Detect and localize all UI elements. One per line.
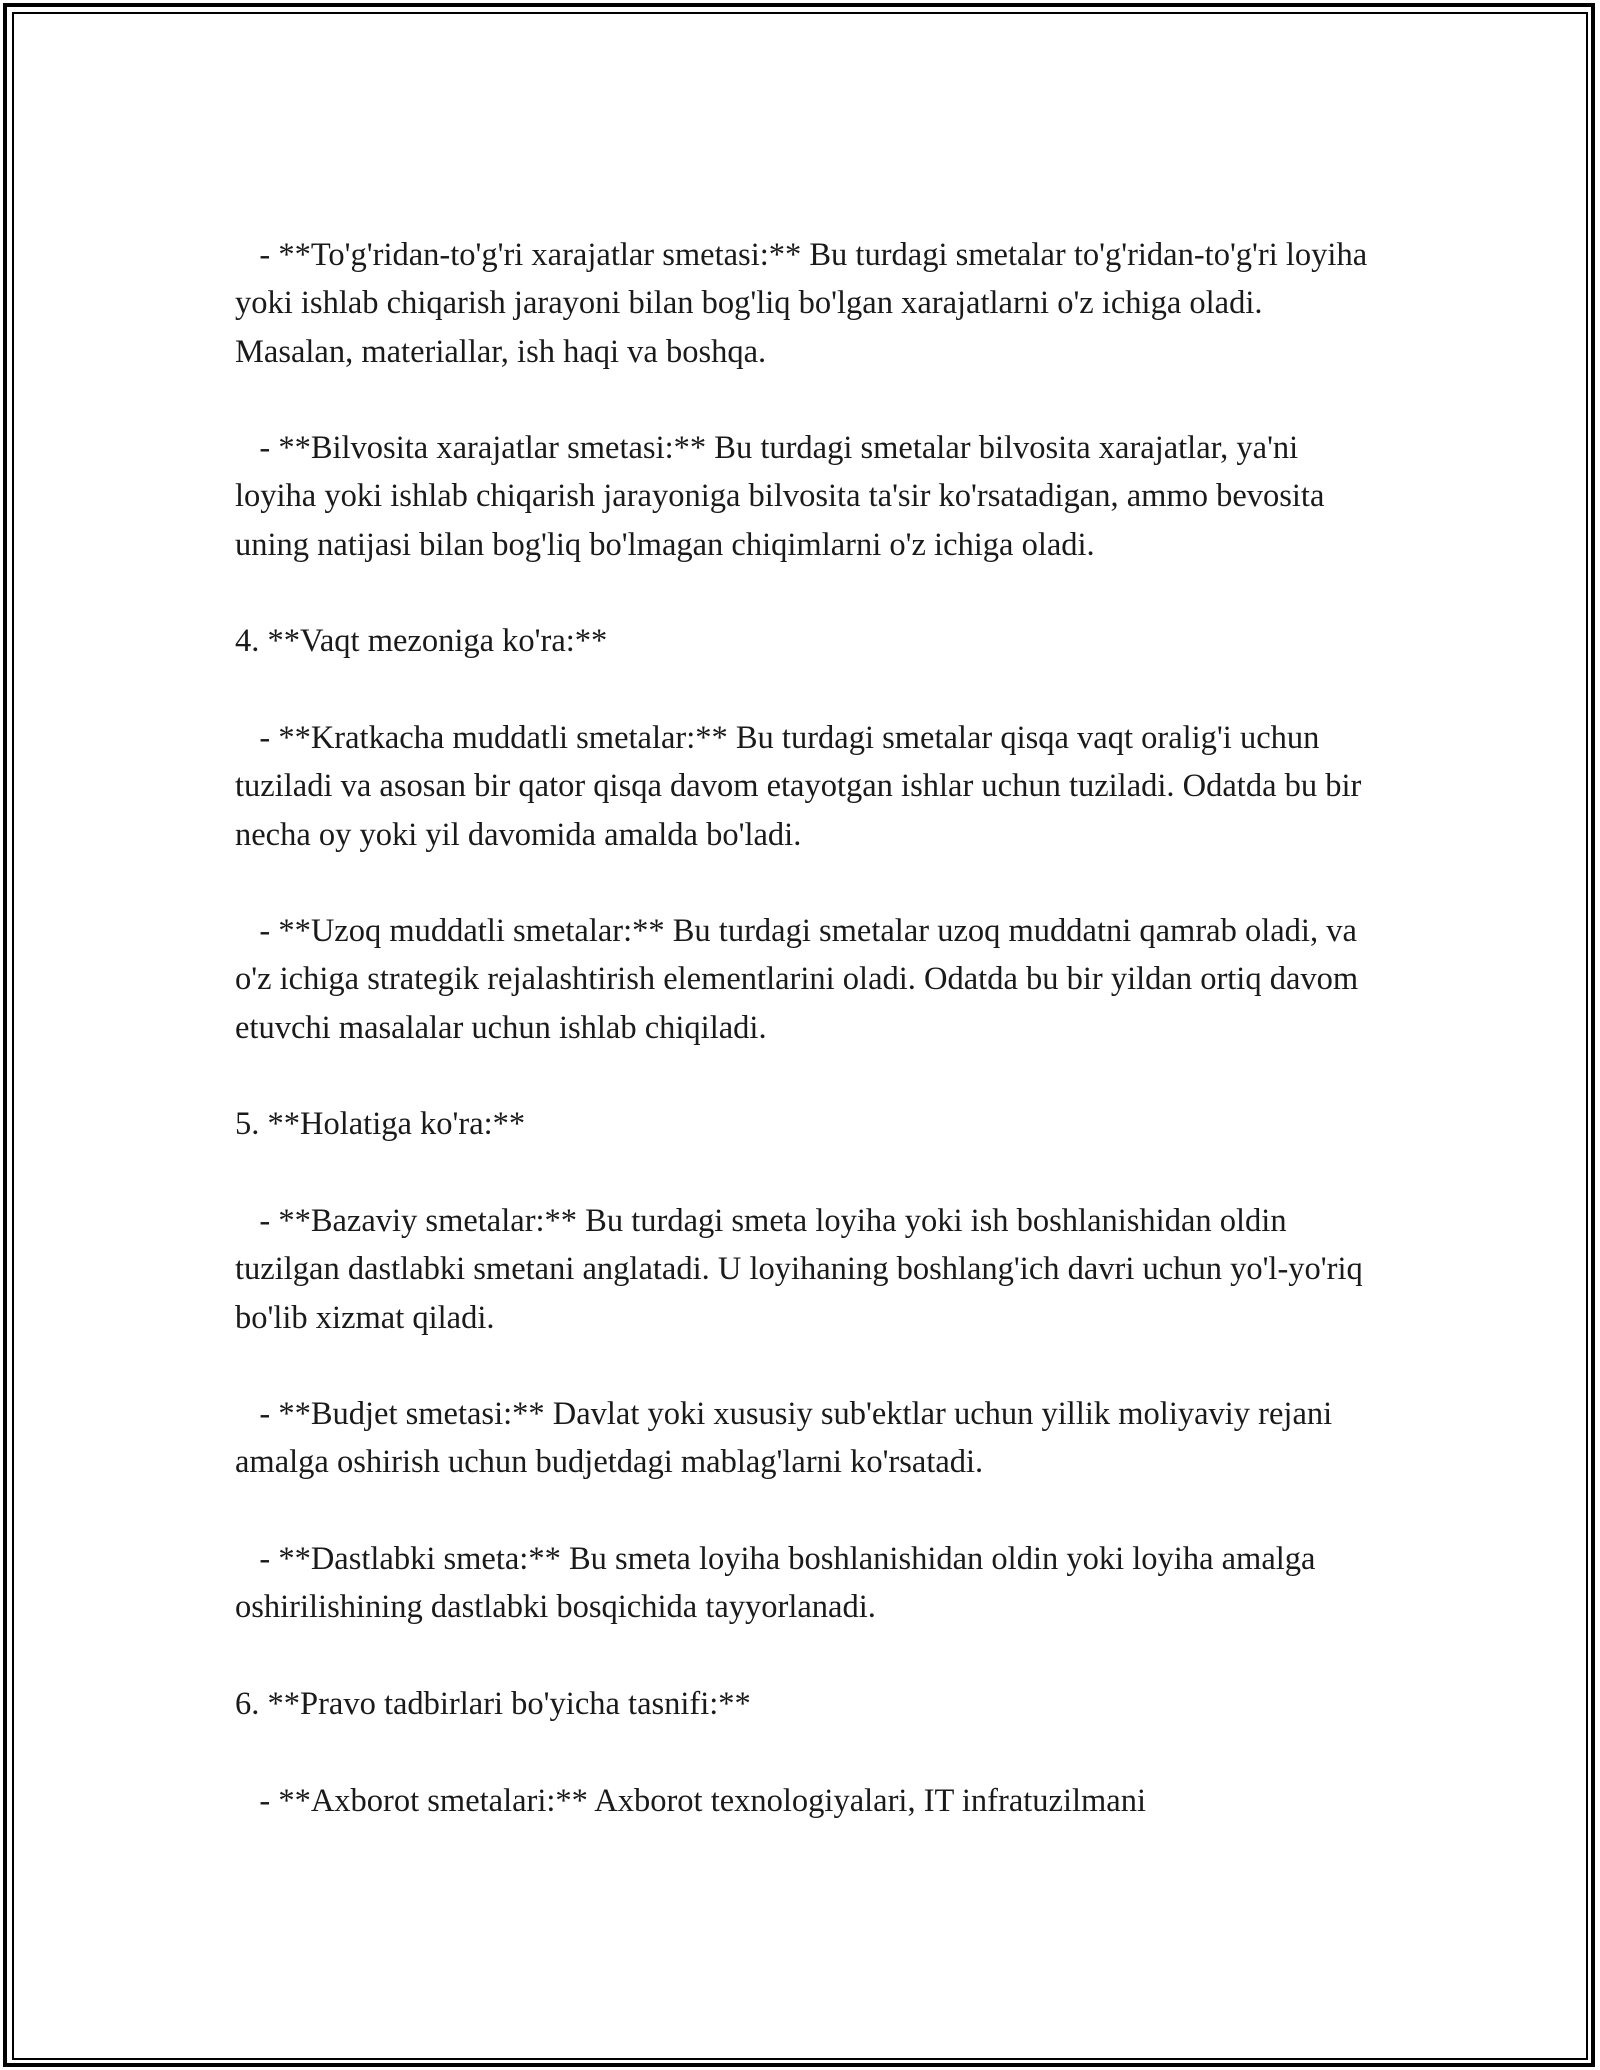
paragraph-indirect-costs: - **Bilvosita xarajatlar smetasi:** Bu turdagi smetalar bilvosita xarajatlar, ya'ni loyiha yoki ishlab chiqarish jarayoniga bilvosita ta'sir ko'rsatadigan, ammo bevosita uning natijasi bilan bog'liq bo'lmagan chiqimlarni o'z ichiga oladi. [235,430,1325,563]
paragraph-long-term: - **Uzoq muddatli smetalar:** Bu turdagi smetalar uzoq muddatni qamrab oladi, va o'z ichiga strategik rejalashtirish elementlarini oladi. Odatda bu bir yildan ortiq davom etuvchi masalalar uchun ishlab chiqiladi. [235,913,1359,1046]
paragraph-information: - **Axborot smetalari:** Axborot texnologiyalari, IT infratuzilmani [235,1782,1146,1819]
paragraph-baseline: - **Bazaviy smetalar:** Bu turdagi smeta loyiha yoki ish boshlanishidan oldin tuzilgan dastlabki smetani anglatadi. U loyihaning boshlang'ich davri uchun yo'l-yo'riq bo'lib xizmat qiladi. [235,1202,1363,1336]
paragraph-direct-costs: - **To'g'ridan-to'g'ri xarajatlar smetasi:** Bu turdagi smetalar to'g'ridan-to'g'ri loyiha yoki ishlab chiqarish jarayoni bilan bog'liq bo'lgan xarajatlarni o'z ichiga oladi. Masalan, materiallar, ish haqi va boshqa. [235,237,1368,370]
paragraph-budget: - **Budjet smetasi:** Davlat yoki xususiy sub'ektlar uchun yillik moliyaviy rejani amalga oshirish uchun budjetdagi mablag'larni ko'rsatadi. [235,1396,1333,1481]
document-body [235,231,1375,1825]
paragraph-preliminary: - **Dastlabki smeta:** Bu smeta loyiha boshlanishidan oldin yoki loyiha amalga oshirilishining dastlabki bosqichida tayyorlanadi. [235,1541,1316,1626]
heading-by-status: 5. **Holatiga ko'ra:** [235,1106,526,1143]
paragraph-short-term: - **Kratkacha muddatli smetalar:** Bu turdagi smetalar qisqa vaqt oralig'i uchun tuziladi va asosan bir qator qisqa davom etayotgan ishlar uchun tuziladi. Odatda bu bir necha oy yoki yil davomida amalda bo'ladi. [235,719,1362,853]
heading-legal-classification: 6. **Pravo tadbirlari bo'yicha tasnifi:** [235,1685,751,1722]
heading-time-criterion: 4. **Vaqt mezoniga ko'ra:** [235,623,608,660]
